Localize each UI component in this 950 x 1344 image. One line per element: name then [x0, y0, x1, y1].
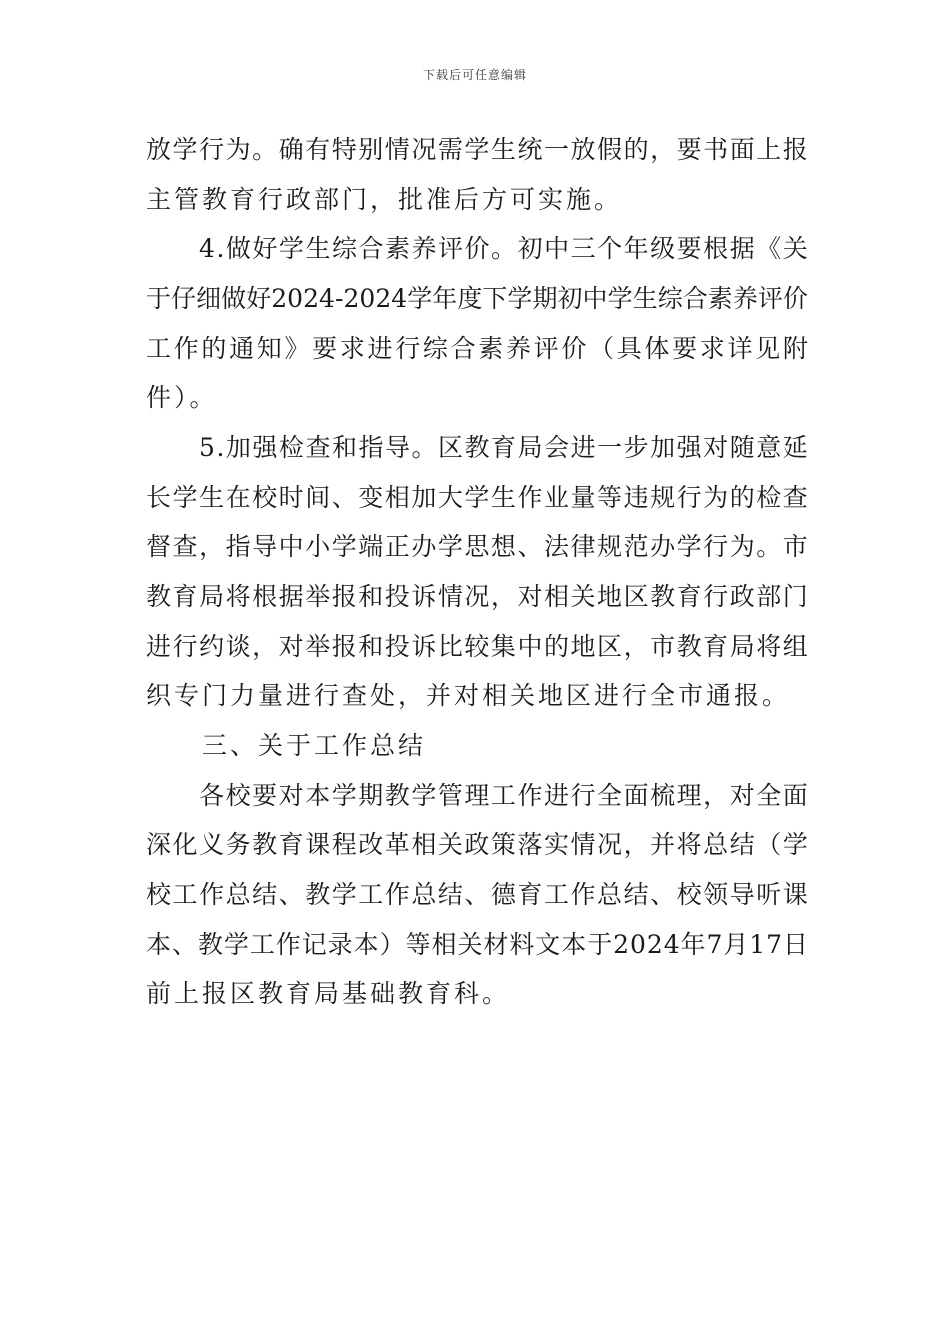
body-line: 5 . 加 强 检 查 和 指 导 。 区 教 育 局 会 进 一 步 加 强 对 随 意 延	[199, 433, 808, 462]
body-line: 本 、 教 学 工 作 记 录 本 ） 等 相 关 材 料 文 本 于 2 0 2 4 年 7 月 1 7 日	[146, 930, 808, 959]
body-line: 工 作 的 通 知 》 要 求 进 行 综 合 素 养 评 价 （ 具 体 要 求 详 见 附	[146, 334, 808, 363]
body-line: 深 化 义 务 教 育 课 程 改 革 相 关 政 策 落 实 情 况 ， 并 将 总 结 （ 学	[146, 830, 808, 859]
body-line: 教 育 局 将 根 据 举 报 和 投 诉 情 况 ， 对 相 关 地 区 教 育 行 政 部 门	[146, 582, 808, 611]
body-line: 各 校 要 对 本 学 期 教 学 管 理 工 作 进 行 全 面 梳 理 ， 对 全 面	[199, 781, 808, 810]
body-line: 织专门力量进行查处，并对相关地区进行全市通报。	[146, 681, 791, 710]
body-line: 主管教育行政部门，批准后方可实施。	[146, 185, 623, 214]
page-header: 下载后可任意编辑	[422, 68, 527, 82]
body-line: 进 行 约 谈 ， 对 举 报 和 投 诉 比 较 集 中 的 地 区 ， 市 教 育 局 将 组	[146, 632, 808, 661]
body-line: 前上报区教育局基础教育科。	[146, 979, 511, 1008]
section-heading: 三、关于工作总结	[146, 731, 427, 760]
body-line: 于 仔 细 做 好 2 0 2 4 - 2 0 2 4 学 年 度 下 学 期 初 中 学 生 综 合 素 养 评 价	[146, 284, 808, 313]
body-line: 校 工 作 总 结 、 教 学 工 作 总 结 、 德 育 工 作 总 结 、 校 领 导 听 课	[146, 880, 808, 909]
body-line: 件）。	[146, 383, 218, 412]
body-line: 督 查 ， 指 导 中 小 学 端 正 办 学 思 想 、 法 律 规 范 办 学 行 为 。 市	[146, 532, 808, 561]
body-line: 放 学 行 为 。 确 有 特 别 情 况 需 学 生 统 一 放 假 的 ， 要 书 面 上 报	[146, 135, 808, 164]
body-line: 4 . 做 好 学 生 综 合 素 养 评 价 。 初 中 三 个 年 级 要 根 据 《 关	[199, 234, 808, 263]
body-line: 长 学 生 在 校 时 间 、 变 相 加 大 学 生 作 业 量 等 违 规 行 为 的 检 查	[146, 483, 808, 512]
